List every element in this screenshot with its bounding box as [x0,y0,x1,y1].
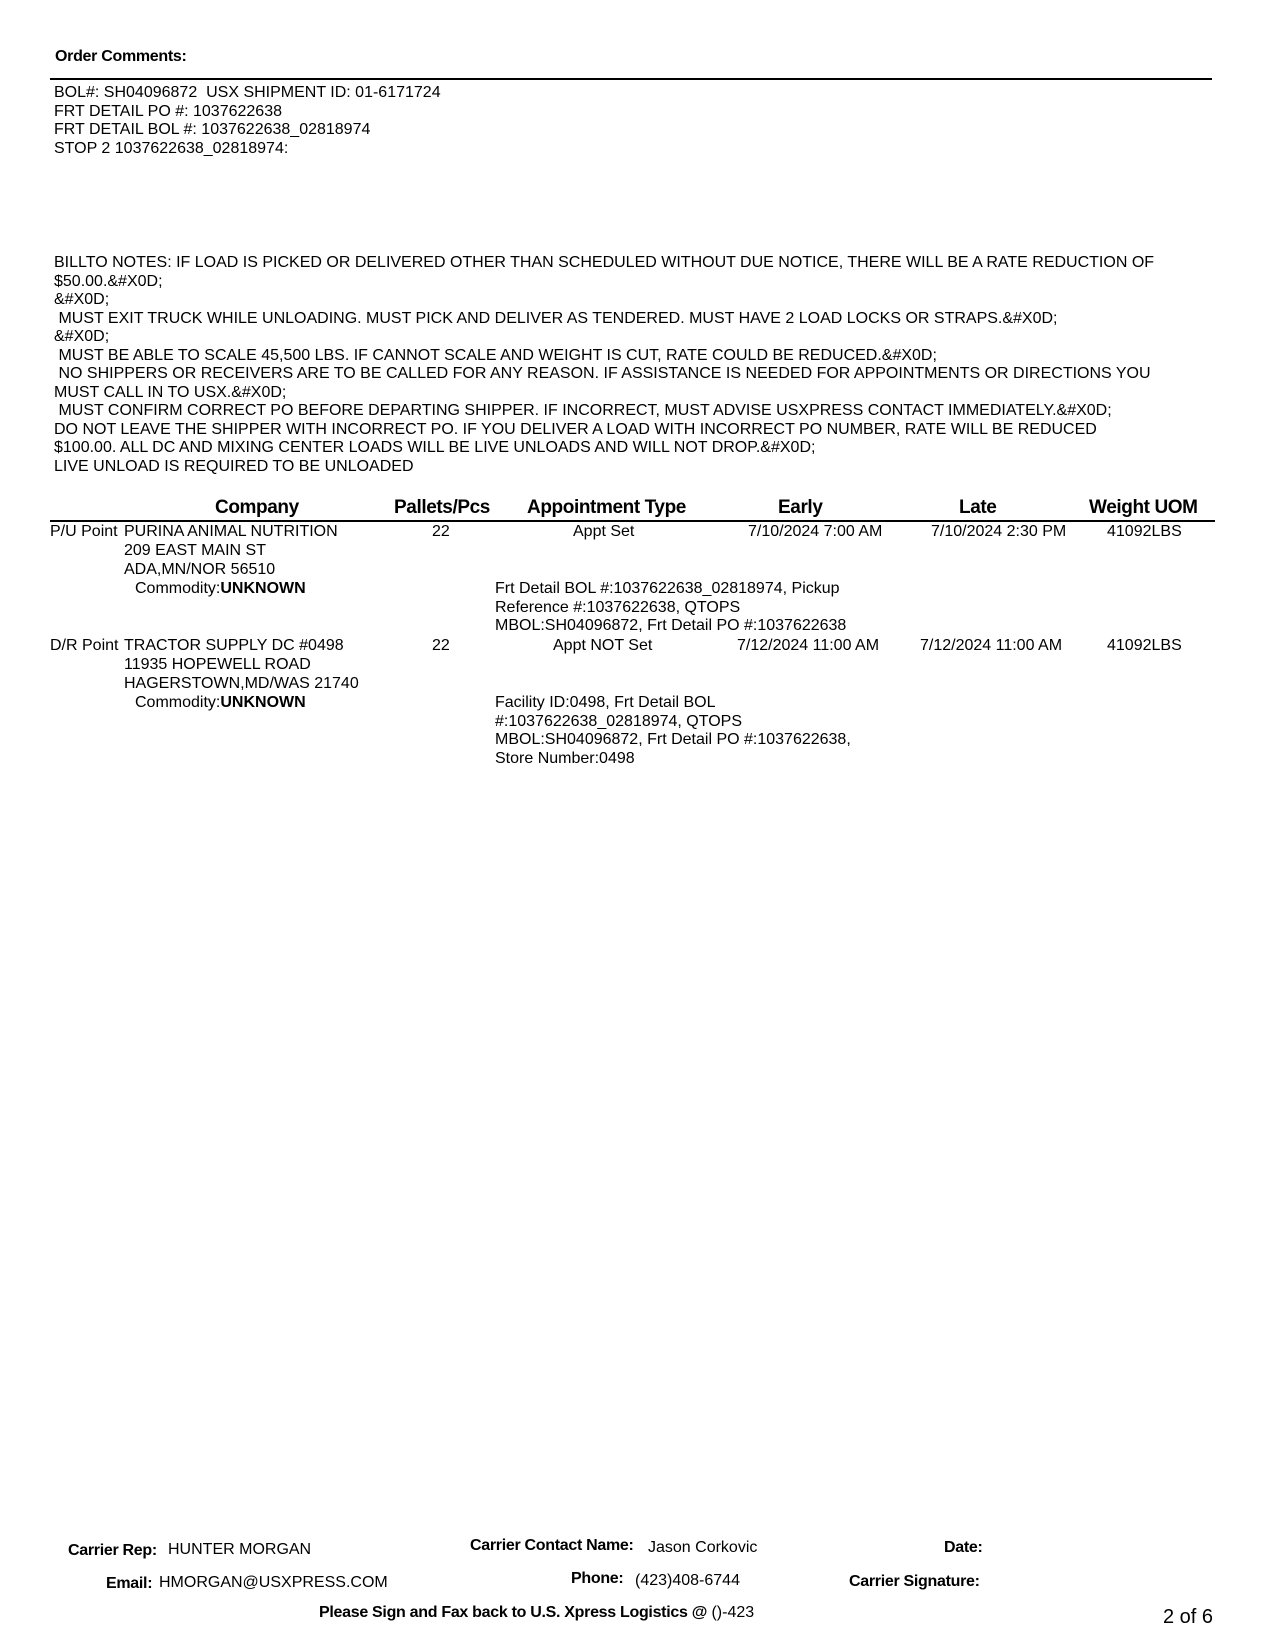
stop-reference-block [495,580,846,636]
fax-instruction [319,1604,754,1622]
date-label: Date: [944,1539,983,1556]
reference-line: #:1037622638_02818974, QTOPS [495,712,743,730]
comments-divider [50,78,1212,80]
reference-line: Frt Detail BOL #:1037622638_02818974, Pickup [495,580,840,597]
stop-pallets: 22 [432,523,450,540]
stop-address-line: HAGERSTOWN,MD/WAS 21740 [124,675,359,692]
commodity-label: Commodity: [135,580,221,597]
fax-instruction-label: Please Sign and Fax back to U.S. Xpress Logistics @ [319,1604,707,1621]
stop-weight: 41092LBS [1107,523,1182,540]
carrier-rep-label: Carrier Rep: [68,1542,157,1559]
reference-line: MBOL:SH04096872, Frt Detail PO #:1037622638 [495,617,847,634]
comment-line: BOL#: SH04096872 USX SHIPMENT ID: 01-6171724 [54,84,441,101]
stop-address-line: 209 EAST MAIN ST [124,542,266,559]
billto-note-line: MUST BE ABLE TO SCALE 45,500 LBS. IF CANNOT SCALE AND WEIGHT IS CUT, RATE COULD BE REDUCED.&#X0D; [54,346,937,364]
commodity-value: UNKNOWN [220,694,306,711]
reference-line: Store Number:0498 [495,749,635,767]
carrier-contact-name-value: Jason Corkovic [648,1539,758,1556]
billto-note-line: MUST EXIT TRUCK WHILE UNLOADING. MUST PICK AND DELIVER AS TENDERED. MUST HAVE 2 LOAD LOCKS OR STRAPS.&#X0D; [54,309,1058,327]
commodity-value: UNKNOWN [220,580,306,597]
billto-note-line: NO SHIPPERS OR RECEIVERS ARE TO BE CALLED FOR ANY REASON. IF ASSISTANCE IS NEEDED FOR APPOINTMENTS OR DIRECTIONS YOU [54,365,1151,382]
stop-company: PURINA ANIMAL NUTRITION [124,523,338,540]
fax-instruction-value: ()-423 [711,1604,755,1621]
stop-early-time: 7/10/2024 7:00 AM [748,523,883,540]
billto-note-line: &#X0D; [54,328,110,345]
column-header-weight-uom: Weight UOM [1089,497,1198,518]
column-header-appointment-type: Appointment Type [527,497,686,518]
stop-appointment-type: Appt NOT Set [553,637,653,654]
billto-note-line: $100.00. ALL DC AND MIXING CENTER LOADS WILL BE LIVE UNLOADS AND WILL NOT DROP.&#X0D; [54,439,816,456]
stop-reference-block [495,694,851,768]
billto-note-line: &#X0D; [54,291,110,308]
comment-line: STOP 2 1037622638_02818974: [54,139,289,157]
reference-line: Reference #:1037622638, QTOPS [495,598,741,616]
carrier-contact-name-label: Carrier Contact Name: [470,1537,634,1554]
stop-address-line: ADA,MN/NOR 56510 [124,561,276,578]
order-comments-block [54,84,441,158]
billto-note-line: BILLTO NOTES: IF LOAD IS PICKED OR DELIVERED OTHER THAN SCHEDULED WITHOUT DUE NOTICE, THERE WILL BE A RATE REDUCTION OF [54,254,1155,271]
column-header-company: Company [215,497,299,518]
billto-note-line: $50.00.&#X0D; [54,272,163,290]
reference-line: MBOL:SH04096872, Frt Detail PO #:1037622638, [495,731,851,748]
billto-note-line: DO NOT LEAVE THE SHIPPER WITH INCORRECT PO. IF YOU DELIVER A LOAD WITH INCORRECT PO NUMBER, RATE WILL BE REDUCED [54,420,1097,438]
commodity-label: Commodity: [135,694,221,711]
billto-note-line: MUST CONFIRM CORRECT PO BEFORE DEPARTING SHIPPER. IF INCORRECT, MUST ADVISE USXPRESS CONTACT IMMEDIATELY.&#X0D; [54,402,1112,419]
phone-value: (423)408-6744 [635,1572,740,1589]
stop-company: TRACTOR SUPPLY DC #0498 [124,637,344,654]
carrier-rep-value: HUNTER MORGAN [168,1541,312,1558]
stop-weight: 41092LBS [1107,637,1182,654]
reference-line: Facility ID:0498, Frt Detail BOL [495,694,716,711]
phone-label: Phone: [571,1570,624,1587]
stop-type-label: D/R Point [50,637,119,654]
stop-late-time: 7/12/2024 11:00 AM [920,637,1063,654]
email-label: Email: [106,1575,153,1592]
page-number: 2 of 6 [1162,1606,1213,1628]
comment-line: FRT DETAIL PO #: 1037622638 [54,102,282,120]
stop-commodity [135,694,306,713]
carrier-signature-label: Carrier Signature: [849,1573,980,1590]
stop-address-line: 11935 HOPEWELL ROAD [124,656,311,673]
comment-line: FRT DETAIL BOL #: 1037622638_02818974 [54,121,371,138]
stop-appointment-type: Appt Set [573,523,635,540]
billto-note-line: MUST CALL IN TO USX.&#X0D; [54,383,287,401]
column-header-late: Late [959,497,997,518]
column-header-early: Early [778,497,823,518]
stop-commodity [135,580,306,599]
stop-type-label: P/U Point [50,523,118,540]
stop-pallets: 22 [432,637,450,654]
billto-notes-block [54,254,1214,476]
email-value: HMORGAN@USXPRESS.COM [159,1574,388,1591]
column-header-pallets: Pallets/Pcs [394,497,490,518]
billto-note-line: LIVE UNLOAD IS REQUIRED TO BE UNLOADED [54,457,414,475]
order-comments-title: Order Comments: [55,48,187,65]
stop-late-time: 7/10/2024 2:30 PM [931,523,1067,540]
stop-early-time: 7/12/2024 11:00 AM [737,637,880,654]
table-header-divider [50,520,1215,522]
